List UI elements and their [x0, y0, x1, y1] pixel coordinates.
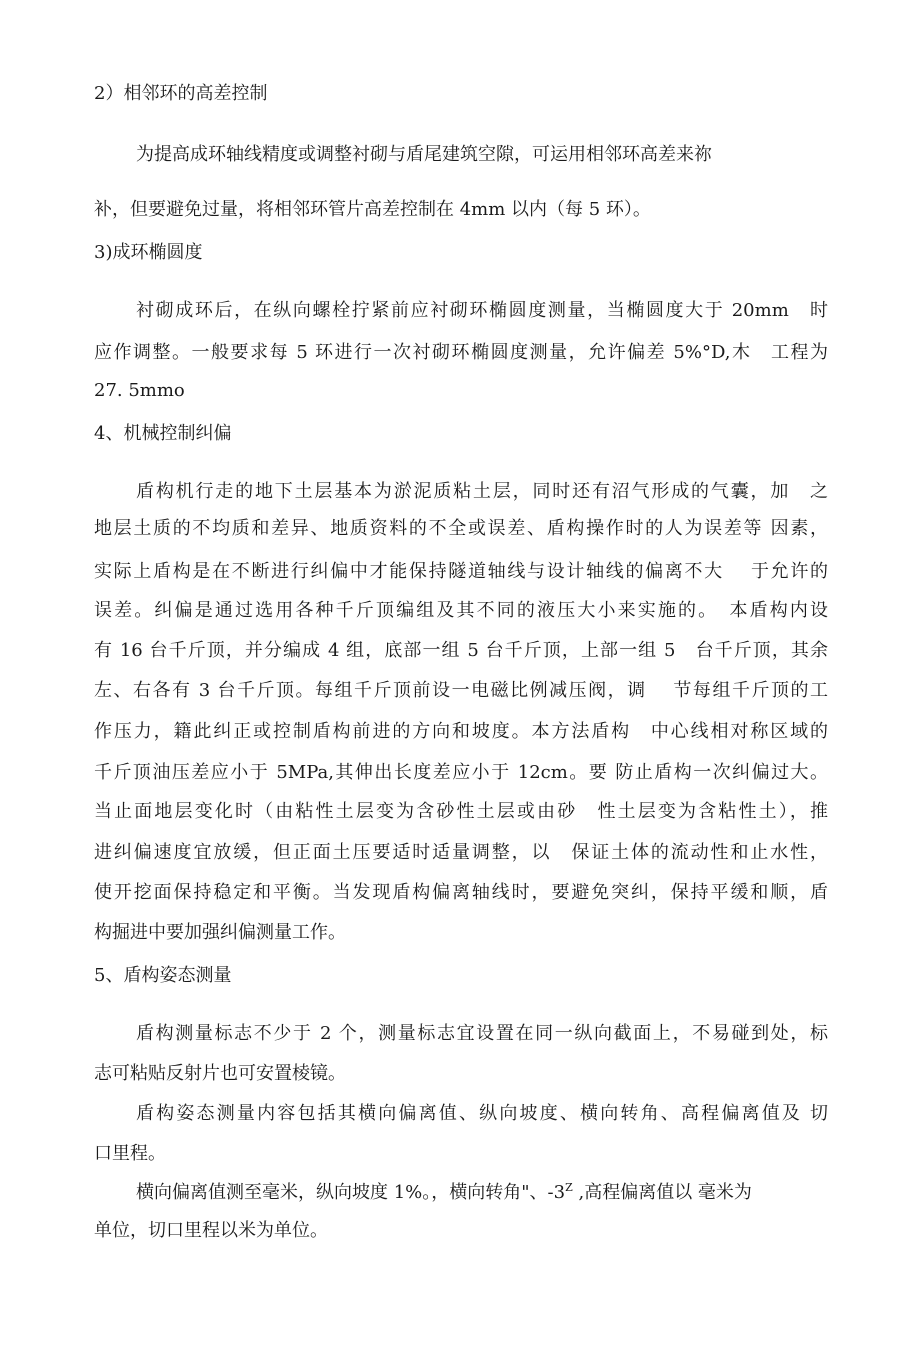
section-3-heading: 3)成环椭圆度: [94, 242, 203, 263]
s5-p3-text-a: 横向偏离值测至毫米，纵向坡度 1%。，横向转角"、-3: [136, 1182, 566, 1203]
s4-line: 当止面地层变化时（由粘性土层变为含砂性土层或由砂 性土层变为含粘性土），推: [94, 801, 828, 822]
s4-line: 实际上盾构是在不断进行纠偏中才能保持隧道轴线与设计轴线的偏离不大 于允许的: [94, 561, 828, 582]
s2-paragraph-line-1: 为提高成环轴线精度或调整衬砌与盾尾建筑空隙，可运用相邻环高差来祢: [136, 144, 712, 165]
s3-paragraph-line-2: 应作调整。一般要求每 5 环进行一次衬砌环椭圆度测量，允许偏差 5%°D,木 工程为: [94, 342, 828, 363]
section-4-heading: 4、机械控制纠偏: [94, 423, 232, 444]
s5-p3-line-1: [136, 1182, 752, 1204]
s4-line: 左、右各有 3 台千斤顶。每组千斤顶前设一电磁比例减压阀，调 节每组千斤顶的工: [94, 680, 828, 701]
s4-line: 千斤顶油压差应小于 5MPa,其伸出长度差应小于 12cm。要 防止盾构一次纠偏过大。: [94, 762, 828, 783]
s4-line: 进纠偏速度宜放缓，但正面土压要适时适量调整，以 保证土体的流动性和止水性，: [94, 842, 828, 863]
s5-p2-line-1: 盾构姿态测量内容包括其横向偏离值、纵向坡度、横向转角、高程偏离值及 切: [136, 1103, 828, 1124]
s4-line: 作压力，籍此纠正或控制盾构前进的方向和坡度。本方法盾构 中心线相对称区域的: [94, 721, 828, 742]
s3-paragraph-line-3: 27. 5mmo: [94, 380, 185, 401]
s5-p1-line-1: 盾构测量标志不少于 2 个，测量标志宜设置在同一纵向截面上，不易碰到处，标: [136, 1023, 828, 1044]
s5-p2-line-2: 口里程。: [94, 1143, 166, 1164]
s4-line: 有 16 台千斤顶，并分编成 4 组，底部一组 5 台千斤顶，上部一组 5 台千斤顶，其余: [94, 640, 828, 661]
s3-paragraph-line-1: 衬砌成环后，在纵向螺栓拧紧前应衬砌环椭圆度测量，当椭圆度大于 20mm 时: [136, 300, 828, 321]
s2-paragraph-line-2: 补，但要避免过量，将相邻环管片高差控制在 4mm 以内（每 5 环）。: [94, 199, 651, 220]
s4-line: 误差。纠偏是通过选用各种千斤顶编组及其不同的液压大小来实施的。 本盾构内设: [94, 600, 828, 621]
s4-line: 地层土质的不均质和差异、地质资料的不全或误差、盾构操作时的人为误差等 因素，: [94, 518, 828, 539]
s4-line: 构掘进中要加强纠偏测量工作。: [94, 922, 346, 943]
s4-line: 使开挖面保持稳定和平衡。当发现盾构偏离轴线时，要避免突纠，保持平缓和顺，盾: [94, 882, 828, 903]
s5-p3-text-b: ,高程偏离值以 毫米为: [572, 1182, 752, 1203]
s5-p3-superscript: Z: [565, 1181, 573, 1194]
s5-p3-line-2: 单位，切口里程以米为单位。: [94, 1220, 328, 1241]
section-2-heading: 2）相邻环的高差控制: [94, 83, 268, 104]
s5-p1-line-2: 志可粘贴反射片也可安置棱镜。: [94, 1063, 346, 1084]
section-5-heading: 5、盾构姿态测量: [94, 965, 232, 986]
s4-line: 盾构机行走的地下土层基本为淤泥质粘土层，同时还有沼气形成的气囊，加 之: [136, 481, 828, 502]
